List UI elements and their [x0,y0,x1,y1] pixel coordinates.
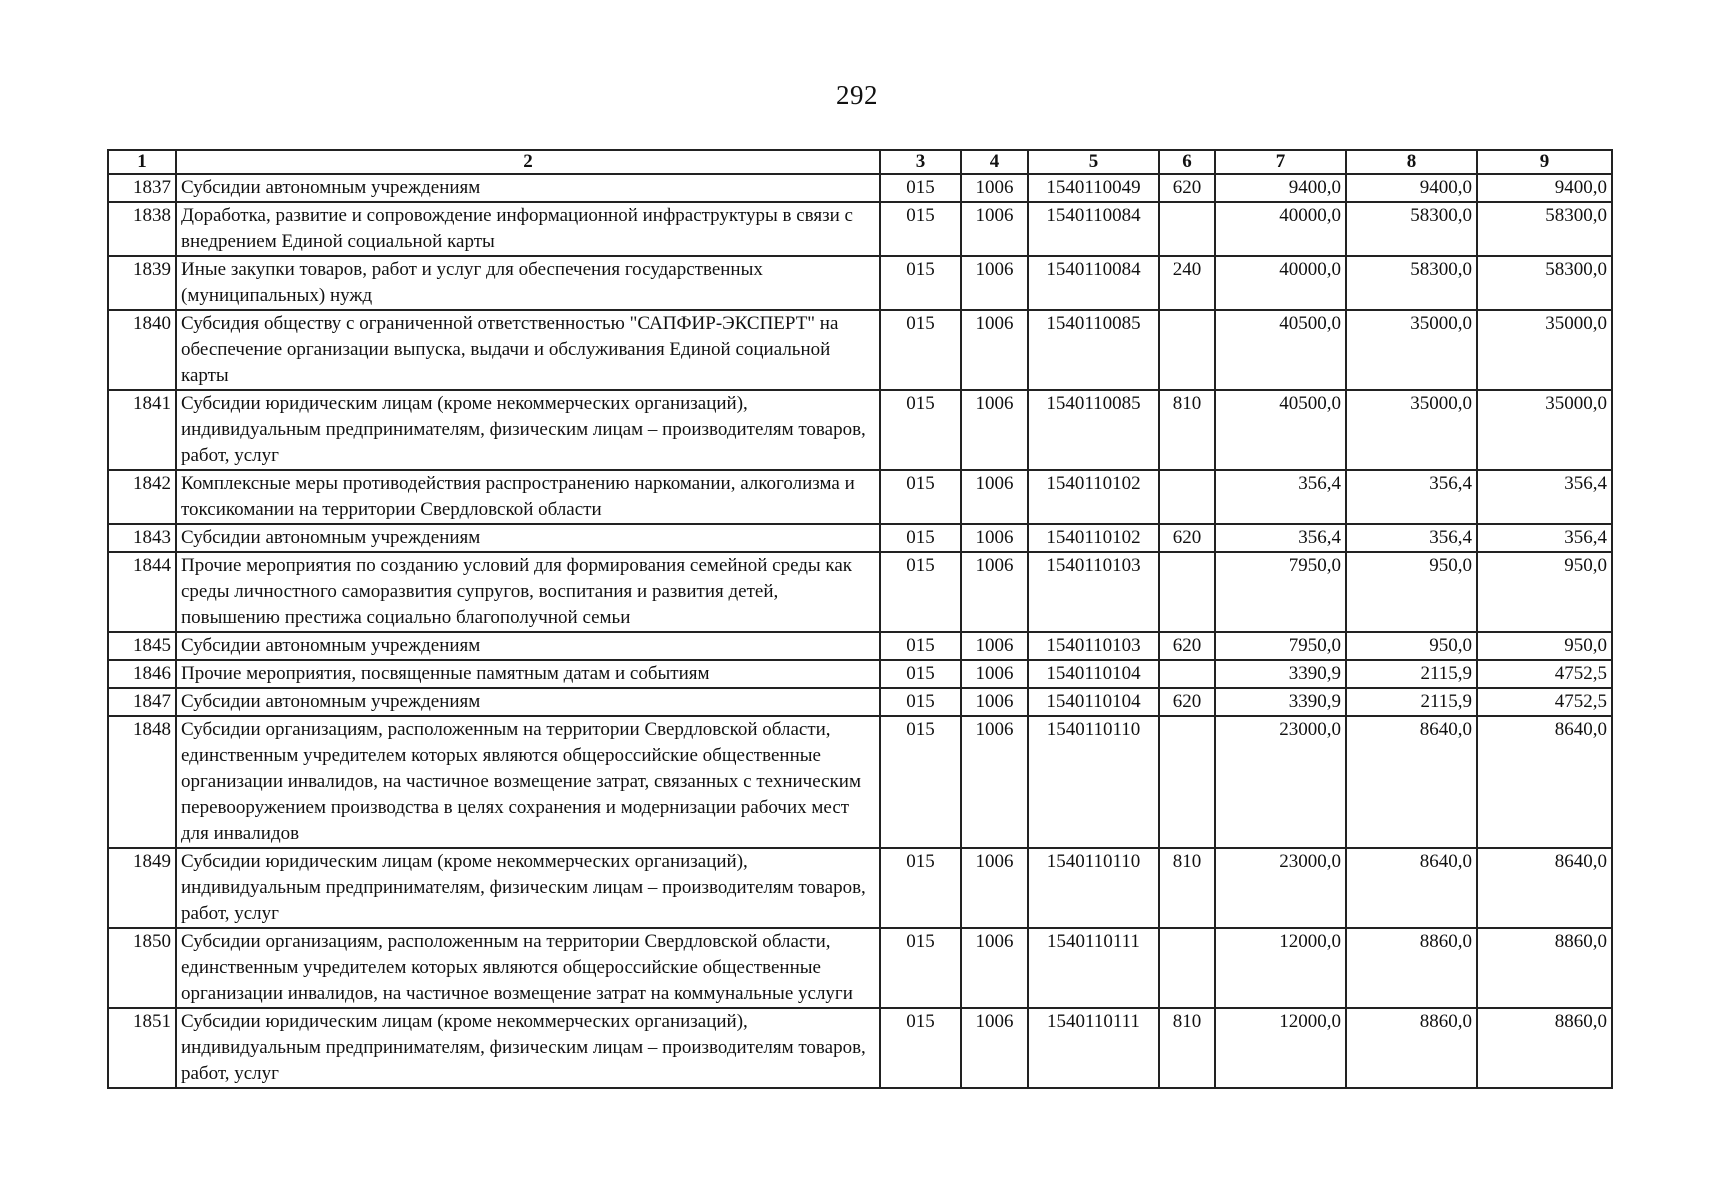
row-col-7: 40000,0 [1215,202,1346,256]
row-col-7: 3390,9 [1215,688,1346,716]
row-col-8: 950,0 [1346,552,1477,632]
row-col-7: 12000,0 [1215,1008,1346,1088]
row-name: Комплексные меры противодействия распространению наркомании, алкоголизма и токсикомании на территории Свердловской области [176,470,880,524]
row-col-5: 1540110111 [1028,928,1159,1008]
row-name: Субсидии организациям, расположенным на территории Свердловской области, единственным учредителем которых являются общероссийские общественные организации инвалидов, на частичное возмещение затрат, связанных с техническим перевооружением производства в целях сохранения и модернизации рабочих мест для инвалидов [176,716,880,848]
row-col-3: 015 [880,632,961,660]
row-col-4: 1006 [961,310,1028,390]
row-number: 1847 [108,688,176,716]
row-number: 1845 [108,632,176,660]
row-number: 1837 [108,174,176,202]
row-col-8: 58300,0 [1346,202,1477,256]
row-col-5: 1540110103 [1028,552,1159,632]
row-col-9: 58300,0 [1477,202,1612,256]
row-number: 1850 [108,928,176,1008]
row-col-7: 23000,0 [1215,848,1346,928]
row-col-8: 356,4 [1346,470,1477,524]
row-col-5: 1540110084 [1028,202,1159,256]
table-row [108,928,1612,1008]
row-col-7: 12000,0 [1215,928,1346,1008]
row-col-5: 1540110085 [1028,390,1159,470]
row-col-3: 015 [880,390,961,470]
row-number: 1840 [108,310,176,390]
row-col-9: 8860,0 [1477,928,1612,1008]
row-col-5: 1540110110 [1028,848,1159,928]
row-col-8: 8860,0 [1346,928,1477,1008]
row-col-7: 3390,9 [1215,660,1346,688]
row-col-4: 1006 [961,848,1028,928]
table-row [108,256,1612,310]
row-col-3: 015 [880,310,961,390]
row-col-9: 58300,0 [1477,256,1612,310]
row-col-6: 620 [1159,524,1215,552]
row-col-9: 950,0 [1477,632,1612,660]
row-col-3: 015 [880,256,961,310]
row-col-7: 40000,0 [1215,256,1346,310]
row-col-9: 9400,0 [1477,174,1612,202]
row-col-6: 620 [1159,688,1215,716]
table-row [108,632,1612,660]
row-col-3: 015 [880,470,961,524]
row-col-6: 810 [1159,1008,1215,1088]
column-header: 7 [1215,150,1346,174]
row-name: Субсидии автономным учреждениям [176,632,880,660]
row-col-6 [1159,660,1215,688]
row-col-8: 950,0 [1346,632,1477,660]
row-col-8: 35000,0 [1346,310,1477,390]
row-col-3: 015 [880,1008,961,1088]
row-col-6: 620 [1159,632,1215,660]
row-name: Иные закупки товаров, работ и услуг для обеспечения государственных (муниципальных) нужд [176,256,880,310]
row-col-9: 950,0 [1477,552,1612,632]
row-col-9: 35000,0 [1477,310,1612,390]
row-number: 1843 [108,524,176,552]
table-row [108,470,1612,524]
row-col-4: 1006 [961,524,1028,552]
row-col-3: 015 [880,716,961,848]
column-header: 6 [1159,150,1215,174]
row-col-4: 1006 [961,390,1028,470]
row-col-5: 1540110102 [1028,470,1159,524]
row-col-6: 240 [1159,256,1215,310]
row-col-3: 015 [880,660,961,688]
row-col-8: 58300,0 [1346,256,1477,310]
row-col-4: 1006 [961,632,1028,660]
row-col-9: 356,4 [1477,470,1612,524]
row-col-8: 8860,0 [1346,1008,1477,1088]
page-number: 292 [836,80,878,110]
row-col-9: 8860,0 [1477,1008,1612,1088]
table-row [108,688,1612,716]
row-name: Прочие мероприятия, посвященные памятным датам и событиям [176,660,880,688]
row-col-3: 015 [880,688,961,716]
row-col-3: 015 [880,552,961,632]
row-col-5: 1540110085 [1028,310,1159,390]
column-header: 1 [108,150,176,174]
row-col-8: 2115,9 [1346,688,1477,716]
row-col-3: 015 [880,524,961,552]
row-name: Субсидия обществу с ограниченной ответственностью "САПФИР-ЭКСПЕРТ" на обеспечение организации выпуска, выдачи и обслуживания Единой социальной карты [176,310,880,390]
row-col-9: 4752,5 [1477,688,1612,716]
row-col-6 [1159,310,1215,390]
table-row [108,174,1612,202]
row-col-4: 1006 [961,688,1028,716]
row-col-4: 1006 [961,470,1028,524]
row-col-9: 8640,0 [1477,848,1612,928]
column-header: 9 [1477,150,1612,174]
row-col-4: 1006 [961,256,1028,310]
row-col-4: 1006 [961,716,1028,848]
row-col-4: 1006 [961,928,1028,1008]
row-col-5: 1540110103 [1028,632,1159,660]
row-col-5: 1540110111 [1028,1008,1159,1088]
row-number: 1839 [108,256,176,310]
row-number: 1838 [108,202,176,256]
table-row [108,848,1612,928]
row-col-5: 1540110104 [1028,688,1159,716]
row-name: Субсидии юридическим лицам (кроме некоммерческих организаций), индивидуальным предпринимателям, физическим лицам – производителям товаров, работ, услуг [176,1008,880,1088]
row-name: Субсидии юридическим лицам (кроме некоммерческих организаций), индивидуальным предпринимателям, физическим лицам – производителям товаров, работ, услуг [176,848,880,928]
row-col-6: 810 [1159,848,1215,928]
table-row [108,202,1612,256]
row-number: 1842 [108,470,176,524]
table-row [108,1008,1612,1088]
row-col-4: 1006 [961,202,1028,256]
row-col-6 [1159,716,1215,848]
row-col-5: 1540110049 [1028,174,1159,202]
row-name: Субсидии организациям, расположенным на территории Свердловской области, единственным учредителем которых являются общероссийские общественные организации инвалидов, на частичное возмещение затрат на коммунальные услуги [176,928,880,1008]
row-name: Доработка, развитие и сопровождение информационной инфраструктуры в связи с внедрением Единой социальной карты [176,202,880,256]
row-name: Субсидии автономным учреждениям [176,524,880,552]
column-header: 5 [1028,150,1159,174]
row-col-6 [1159,202,1215,256]
row-col-4: 1006 [961,174,1028,202]
row-col-3: 015 [880,848,961,928]
budget-table [107,149,1613,1089]
row-number: 1841 [108,390,176,470]
row-col-7: 40500,0 [1215,310,1346,390]
row-col-4: 1006 [961,552,1028,632]
row-col-3: 015 [880,174,961,202]
row-col-5: 1540110104 [1028,660,1159,688]
row-col-7: 40500,0 [1215,390,1346,470]
row-name: Прочие мероприятия по созданию условий для формирования семейной среды как среды личностного саморазвития супругов, воспитания и развития детей, повышению престижа социально благополучной семьи [176,552,880,632]
row-col-6 [1159,470,1215,524]
row-col-4: 1006 [961,1008,1028,1088]
row-col-8: 35000,0 [1346,390,1477,470]
column-header: 8 [1346,150,1477,174]
row-col-6 [1159,928,1215,1008]
row-col-6: 620 [1159,174,1215,202]
row-col-6: 810 [1159,390,1215,470]
row-col-7: 356,4 [1215,470,1346,524]
row-col-7: 9400,0 [1215,174,1346,202]
column-header: 3 [880,150,961,174]
row-col-5: 1540110102 [1028,524,1159,552]
table-row [108,390,1612,470]
row-col-5: 1540110110 [1028,716,1159,848]
row-number: 1844 [108,552,176,632]
row-number: 1849 [108,848,176,928]
table-header-row [108,150,1612,174]
row-col-3: 015 [880,928,961,1008]
row-col-6 [1159,552,1215,632]
row-col-8: 356,4 [1346,524,1477,552]
row-col-3: 015 [880,202,961,256]
table-row [108,660,1612,688]
row-number: 1851 [108,1008,176,1088]
row-col-7: 23000,0 [1215,716,1346,848]
row-col-8: 2115,9 [1346,660,1477,688]
row-col-9: 8640,0 [1477,716,1612,848]
row-col-4: 1006 [961,660,1028,688]
column-header: 2 [176,150,880,174]
row-col-9: 4752,5 [1477,660,1612,688]
table-row [108,716,1612,848]
table-row [108,552,1612,632]
row-col-8: 8640,0 [1346,848,1477,928]
row-name: Субсидии автономным учреждениям [176,688,880,716]
row-col-7: 7950,0 [1215,552,1346,632]
row-col-9: 356,4 [1477,524,1612,552]
row-number: 1848 [108,716,176,848]
row-col-8: 9400,0 [1346,174,1477,202]
row-number: 1846 [108,660,176,688]
table-row [108,310,1612,390]
row-col-5: 1540110084 [1028,256,1159,310]
row-name: Субсидии юридическим лицам (кроме некоммерческих организаций), индивидуальным предпринимателям, физическим лицам – производителям товаров, работ, услуг [176,390,880,470]
column-header: 4 [961,150,1028,174]
table-row [108,524,1612,552]
row-col-9: 35000,0 [1477,390,1612,470]
row-col-7: 356,4 [1215,524,1346,552]
row-col-7: 7950,0 [1215,632,1346,660]
row-col-8: 8640,0 [1346,716,1477,848]
row-name: Субсидии автономным учреждениям [176,174,880,202]
